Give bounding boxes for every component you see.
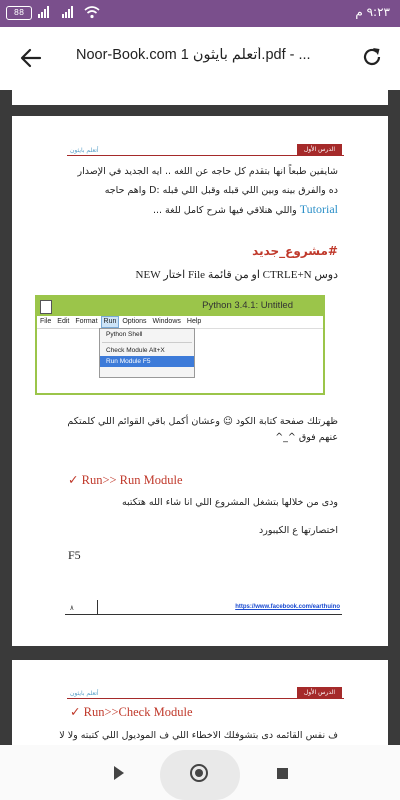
page3-header-left: أتعلم بايثون: [70, 690, 99, 697]
idle-app-icon: [40, 300, 52, 314]
menu-run: Run: [101, 316, 120, 328]
run-module-heading-text: Run>> Run Module: [81, 473, 183, 487]
page3-header-divider: [67, 698, 344, 699]
idle-window-title: Python 3.4.1: Untitled: [202, 300, 293, 311]
check-module-heading-text: Run>>Check Module: [83, 705, 193, 719]
clock: ٩:٢٣ م: [355, 5, 390, 19]
check-mark-icon-2: ✓: [70, 705, 84, 719]
menu-options: Options: [122, 318, 147, 325]
pdf-page-current: [12, 116, 388, 646]
paragraph-1-line-1: شايفين طبعاً انها بتقدم كل حاجه عن اللغه .. ايه الجديد في الإصدار: [77, 166, 338, 177]
play-icon[interactable]: [114, 766, 124, 780]
run-module-description: ودى من خلالها بتشغل المشروع اللي انا شاء الله هتكتبه: [121, 497, 338, 508]
battery-icon: [6, 6, 32, 20]
signal-icon: [38, 6, 49, 18]
pdf-viewer[interactable]: [0, 90, 400, 745]
paragraph-1-line-3-rest: واللي هنلاقي فيها شرح كامل للغة ...: [152, 205, 300, 216]
nav-bar: [0, 745, 400, 800]
footer-separator: [97, 600, 98, 614]
menu-edit: Edit: [57, 318, 70, 325]
tutorial-link[interactable]: Tutorial: [299, 202, 338, 216]
page3-header-right: الدرس الأول: [297, 687, 342, 698]
header-divider: [67, 155, 344, 156]
menu-format: Format: [75, 318, 98, 325]
reload-icon[interactable]: [361, 46, 383, 68]
battery-level: 88: [13, 8, 25, 17]
wifi-icon: [84, 5, 100, 19]
home-icon[interactable]: [190, 764, 208, 782]
page-header-left: أتعلم بايثون: [70, 147, 99, 154]
menu-file: File: [40, 318, 52, 325]
footer-line: [65, 614, 342, 615]
dropdown-separator: [102, 342, 192, 343]
hashtag-heading: #مشروع_جديد: [252, 244, 338, 258]
run-module-heading: [68, 472, 183, 488]
run-dropdown: [99, 328, 195, 378]
check-mark-icon: ✓: [68, 473, 82, 487]
paragraph-1-line-3: [38, 200, 338, 220]
menu-help: Help: [186, 318, 202, 325]
idle-titlebar: [37, 297, 323, 316]
status-bar: [0, 0, 400, 27]
check-module-description: ف نفس القائمه دى بتشوفلك الاخطاء اللي ف الموديول اللي كتبته ولا لا: [59, 730, 338, 741]
back-arrow-icon[interactable]: [20, 47, 42, 69]
pdf-page-next: [12, 660, 388, 745]
paragraph-1: [38, 162, 338, 220]
dropdown-run-module: Run Module F5: [100, 356, 194, 367]
check-module-heading: [70, 704, 193, 720]
app-bar: [0, 27, 400, 90]
menu-windows: Windows: [152, 318, 181, 325]
footer-link[interactable]: https://www.facebook.com/earthuino: [235, 604, 340, 610]
document-title: Noor-Book.com أتعلم بايثون 1.pdf - ...: [76, 47, 311, 63]
pdf-page-previous: [12, 90, 388, 105]
paragraph-2-line-2: عنهم فوق ^_^: [275, 432, 338, 443]
dropdown-check-module: Check Module Alt+X: [106, 347, 165, 354]
paragraph-1-line-2: ده والفرق بينه وبين اللي قبله وقبل اللي قبله :D واهم حاجه: [104, 185, 338, 196]
shortcut-key: F5: [68, 548, 81, 562]
stop-icon[interactable]: [277, 768, 288, 779]
paragraph-2-line-1: ظهرتلك صفحة كتابة الكود ☺ وعشان أكمل باقي القوائم اللي كلمتكم: [67, 416, 338, 427]
idle-screenshot: [35, 295, 325, 395]
new-project-instruction: دوس CTRLE+N او من قائمة File اختار NEW: [135, 269, 338, 281]
shortcut-label: اختصارتها ع الكيبورد: [259, 525, 338, 536]
page-header-right: الدرس الأول: [297, 144, 342, 155]
signal-icon-2: [62, 6, 73, 18]
dropdown-python-shell: Python Shell: [106, 331, 143, 338]
page-number: ٨: [70, 604, 74, 612]
paragraph-2: [38, 414, 338, 446]
